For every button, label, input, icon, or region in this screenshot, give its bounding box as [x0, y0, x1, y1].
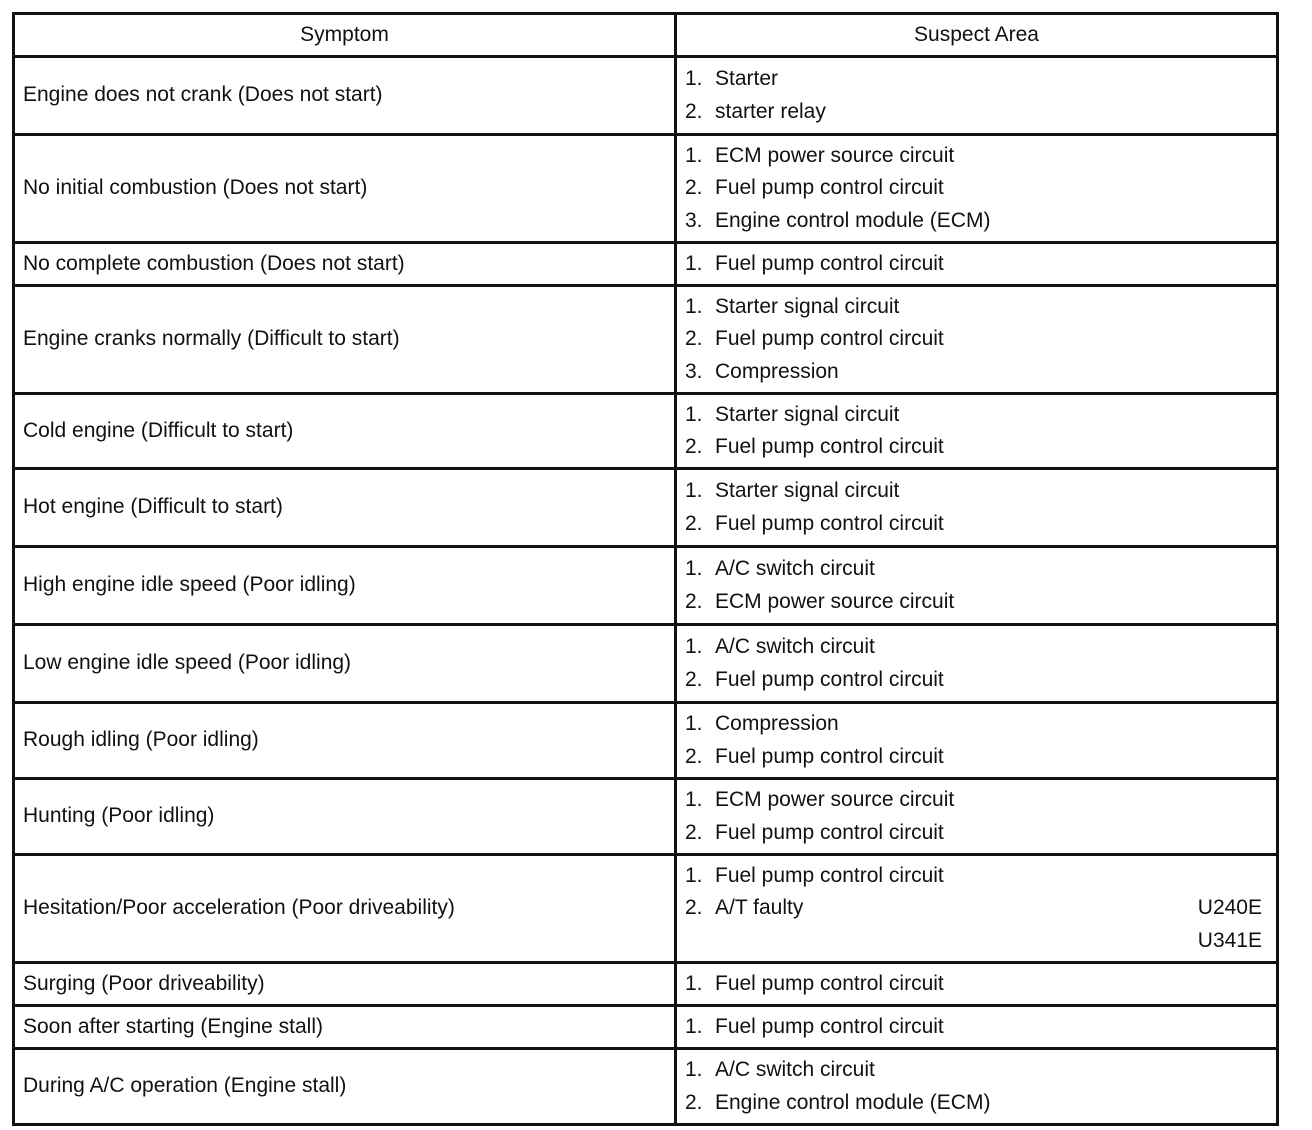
suspect-item [685, 475, 1262, 508]
item-text: Fuel pump control circuit [715, 667, 944, 691]
suspect-area-cell [676, 963, 1278, 1006]
item-text: Engine control module (ECM) [715, 208, 991, 232]
item-text: Fuel pump control circuit [715, 971, 944, 995]
item-text: ECM power source circuit [715, 788, 955, 811]
item-text: Compression [715, 359, 839, 383]
suspect-item [685, 96, 1262, 129]
suspect-item [685, 1011, 1262, 1044]
model-note: U341E [1197, 928, 1262, 952]
item-text: Engine control module (ECM) [715, 1090, 991, 1114]
suspect-item [685, 664, 1262, 697]
item-number: 2. [685, 744, 703, 768]
item-number: 1. [685, 712, 703, 735]
suspect-item [685, 553, 1262, 586]
item-text: ECM power source circuit [715, 143, 955, 167]
suspect-item [685, 586, 1262, 619]
table-row [14, 1049, 1278, 1125]
item-text: Starter [715, 67, 779, 90]
item-number: 2. [685, 511, 703, 535]
symptom-cell: Low engine idle speed (Poor idling) [14, 625, 676, 703]
suspect-item [685, 1087, 1262, 1120]
item-text: Starter signal circuit [715, 479, 900, 502]
item-number: 1. [685, 67, 703, 90]
header-symptom: Symptom [14, 14, 676, 57]
item-text: Fuel pump control circuit [715, 820, 944, 844]
table-row [14, 703, 1278, 779]
item-number: 2. [685, 327, 703, 351]
symptom-cell: Hunting (Poor idling) [14, 779, 676, 855]
header-row [14, 14, 1278, 57]
suspect-item [685, 399, 1262, 432]
table-body [14, 57, 1278, 1125]
item-text: Fuel pump control circuit [715, 1014, 944, 1038]
item-number: 1. [685, 863, 703, 887]
suspect-item [685, 968, 1262, 1001]
item-text: Fuel pump control circuit [715, 744, 944, 768]
suspect-item [685, 205, 1262, 238]
item-text: A/C switch circuit [715, 557, 875, 580]
suspect-area-cell [676, 703, 1278, 779]
suspect-item [685, 508, 1262, 541]
item-text: A/T faulty [715, 896, 804, 920]
suspect-item [685, 784, 1262, 817]
table-row [14, 286, 1278, 394]
item-number: 2. [685, 99, 703, 123]
symptom-cell: Soon after starting (Engine stall) [14, 1006, 676, 1049]
suspect-area-cell [676, 286, 1278, 394]
suspect-item [685, 172, 1262, 205]
symptom-cell: Engine cranks normally (Difficult to start) [14, 286, 676, 394]
table-row [14, 547, 1278, 625]
table-row [14, 394, 1278, 469]
suspect-area-cell [676, 779, 1278, 855]
table-row [14, 243, 1278, 286]
item-number: 2. [685, 896, 703, 920]
item-number: 1. [685, 788, 703, 811]
suspect-area-cell [676, 1049, 1278, 1125]
suspect-item [685, 356, 1262, 389]
item-number: 2. [685, 1090, 703, 1114]
suspect-area-cell [676, 135, 1278, 243]
item-number: 1. [685, 294, 703, 318]
suspect-item [685, 431, 1262, 464]
table-row [14, 625, 1278, 703]
item-number: 3. [685, 359, 703, 383]
symptom-cell: Engine does not crank (Does not start) [14, 57, 676, 135]
suspect-area-cell [676, 394, 1278, 469]
item-number: 1. [685, 479, 703, 502]
table-row [14, 135, 1278, 243]
suspect-area-cell [676, 625, 1278, 703]
suspect-item [685, 817, 1262, 850]
suspect-item [685, 708, 1262, 741]
item-number: 2. [685, 589, 703, 613]
item-text: A/C switch circuit [715, 1058, 875, 1081]
symptom-cell: No initial combustion (Does not start) [14, 135, 676, 243]
suspect-item [685, 860, 1262, 893]
suspect-area-cell [676, 57, 1278, 135]
suspect-area-cell [676, 469, 1278, 547]
item-number: 3. [685, 208, 703, 232]
item-number: 1. [685, 251, 703, 275]
item-number: 2. [685, 176, 703, 200]
table-row [14, 855, 1278, 963]
item-text: Starter signal circuit [715, 402, 900, 426]
symptom-cell: During A/C operation (Engine stall) [14, 1049, 676, 1125]
table-row [14, 779, 1278, 855]
item-number: 1. [685, 557, 703, 580]
suspect-item [685, 140, 1262, 173]
item-text: Fuel pump control circuit [715, 863, 944, 887]
suspect-item [685, 631, 1262, 664]
item-number: 1. [685, 143, 703, 167]
item-text: Fuel pump control circuit [715, 327, 944, 351]
symptom-cell: High engine idle speed (Poor idling) [14, 547, 676, 625]
table-row [14, 963, 1278, 1006]
symptom-cell: Cold engine (Difficult to start) [14, 394, 676, 469]
suspect-item [685, 1054, 1262, 1087]
item-text: ECM power source circuit [715, 589, 955, 613]
symptom-cell: Rough idling (Poor idling) [14, 703, 676, 779]
item-number: 1. [685, 402, 703, 426]
item-text: Fuel pump control circuit [715, 511, 944, 535]
item-number: 2. [685, 667, 703, 691]
table-row [14, 1006, 1278, 1049]
item-text: Fuel pump control circuit [715, 176, 944, 200]
suspect-area-cell [676, 547, 1278, 625]
item-number: 1. [685, 635, 703, 658]
item-text: Starter signal circuit [715, 294, 900, 318]
suspect-area-cell [676, 243, 1278, 286]
suspect-area-cell [676, 855, 1278, 963]
table-row [14, 469, 1278, 547]
symptom-table [12, 12, 1279, 1126]
item-number: 2. [685, 820, 703, 844]
suspect-item [685, 291, 1262, 324]
suspect-item [685, 741, 1262, 774]
troubleshooting-table-container [12, 12, 1276, 1126]
suspect-item [685, 323, 1262, 356]
item-number: 1. [685, 971, 703, 995]
suspect-item [685, 63, 1262, 96]
symptom-cell: No complete combustion (Does not start) [14, 243, 676, 286]
symptom-cell: Surging (Poor driveability) [14, 963, 676, 1006]
item-text: Fuel pump control circuit [715, 435, 944, 458]
item-text: Fuel pump control circuit [715, 251, 944, 275]
table-row [14, 57, 1278, 135]
header-suspect-area: Suspect Area [676, 14, 1278, 57]
suspect-area-cell [676, 1006, 1278, 1049]
item-number: 1. [685, 1014, 703, 1038]
item-number: 1. [685, 1058, 703, 1081]
suspect-item [685, 892, 1262, 925]
item-text: A/C switch circuit [715, 635, 875, 658]
item-text: starter relay [715, 99, 826, 123]
suspect-item [685, 248, 1262, 281]
item-model-note: U240E [1197, 896, 1262, 920]
item-text: Compression [715, 712, 839, 735]
symptom-cell: Hesitation/Poor acceleration (Poor driveability) [14, 855, 676, 963]
symptom-cell: Hot engine (Difficult to start) [14, 469, 676, 547]
item-number: 2. [685, 435, 703, 458]
